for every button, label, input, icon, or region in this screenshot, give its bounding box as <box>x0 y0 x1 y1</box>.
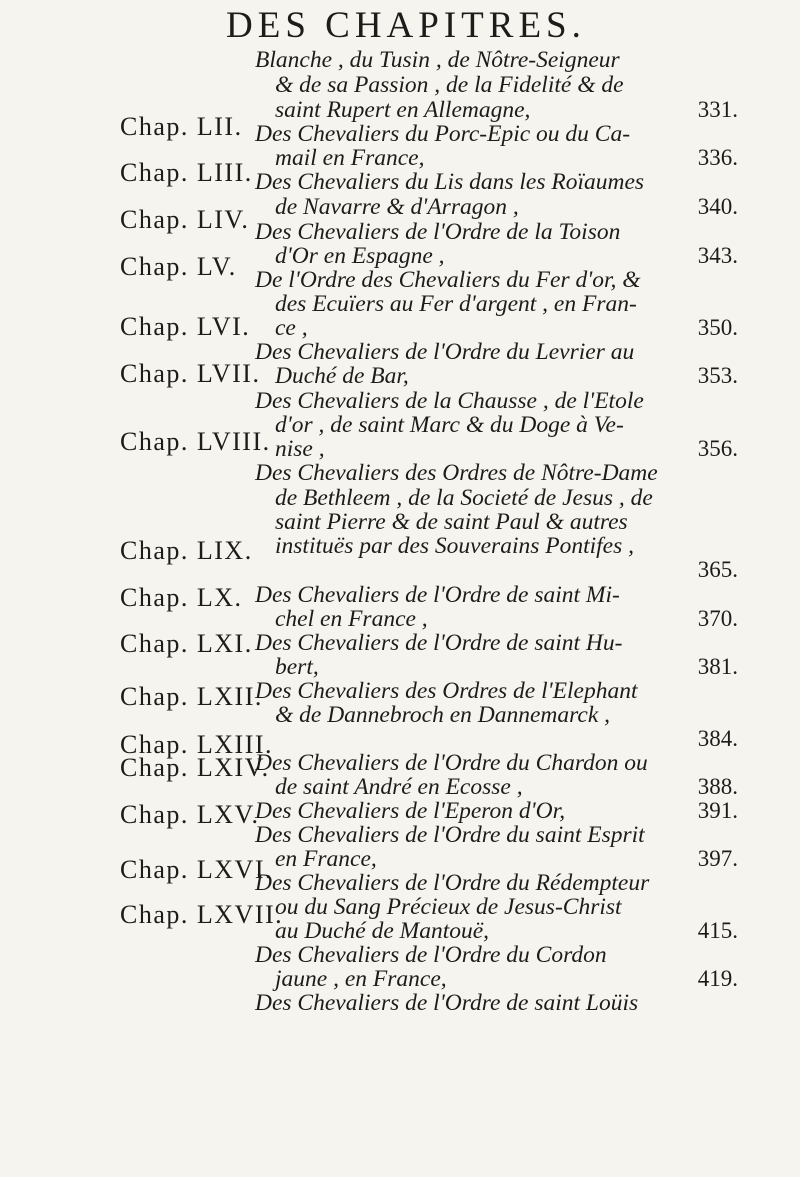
title-text: d'or , de saint Marc & du Doge à Ve- <box>275 412 624 438</box>
page-number: 340. <box>697 194 738 219</box>
title-text: Des Chevaliers de l'Ordre de la Toison <box>255 219 621 245</box>
page-number: 365. <box>697 557 738 582</box>
chapter-label: Chap. LVII. <box>120 359 261 388</box>
title-text: saint Pierre & de saint Paul & autres <box>275 509 628 535</box>
page-number: 350. <box>697 315 738 340</box>
title-text: jaune , en France, <box>275 966 447 992</box>
title-line <box>275 531 768 561</box>
chapter-label: Chap. LXIV. <box>120 753 270 782</box>
chapter-label: Chap. LIV. <box>120 205 250 234</box>
chapter-label: Chap. LXI. <box>120 629 253 658</box>
page-number: 388. <box>697 774 738 799</box>
title-text: des Ecuïers au Fer d'argent , en Fran- <box>275 291 637 317</box>
title-text: Des Chevaliers des Ordres de l'Elephant <box>255 678 638 704</box>
title-text: Blanche , du Tusin , de Nôtre-Seigneur <box>255 47 620 73</box>
title-text: Des Chevaliers de l'Eperon d'Or, <box>255 798 566 824</box>
chapter-label: Chap. LII. <box>120 112 243 141</box>
title-text: de Navarre & d'Arragon , <box>275 194 519 220</box>
title-text: bert, <box>275 654 319 680</box>
title-text: Des Chevaliers de l'Ordre du saint Esprit <box>255 822 645 848</box>
page-number: 384. <box>697 726 738 751</box>
page-number: 331. <box>697 97 738 122</box>
page-number: 391. <box>697 798 738 823</box>
running-head: DES CHAPITRES. <box>226 5 586 46</box>
chapter-label: Chap. LVI. <box>120 312 251 341</box>
page-number: 419. <box>697 966 738 991</box>
title-text: ce , <box>275 315 308 341</box>
page-number: 343. <box>697 243 738 268</box>
chapter-label: Chap. LXVII. <box>120 900 284 929</box>
title-text: saint Rupert en Allemagne, <box>275 97 531 123</box>
title-text: Des Chevaliers des Ordres de Nôtre-Dame <box>255 460 658 486</box>
page-number: 336. <box>697 145 738 170</box>
title-text: Des Chevaliers de la Chausse , de l'Etole <box>255 388 644 414</box>
page-number: 397. <box>697 846 738 871</box>
page-number: 415. <box>697 918 738 943</box>
title-line <box>255 988 768 1018</box>
page-number: 370. <box>697 606 738 631</box>
title-text: ou du Sang Précieux de Jesus-Christ <box>275 894 622 920</box>
title-text: Des Chevaliers de l'Ordre du Cordon <box>255 942 607 968</box>
title-text: instituës par des Souverains Pontifes , <box>275 533 635 559</box>
title-text: chel en France , <box>275 606 428 632</box>
chapter-label: Chap. LXV. <box>120 800 260 829</box>
chapter-label: Chap. LV. <box>120 252 237 281</box>
title-text: de Bethleem , de la Societé de Jesus , de <box>275 485 653 511</box>
chapter-label: Chap. LXII. <box>120 682 263 711</box>
chapter-label: Chap. LX. <box>120 583 243 612</box>
page-number: 356. <box>697 436 738 461</box>
title-text: Des Chevaliers de l'Ordre du Rédempteur <box>255 870 650 896</box>
title-text: & de sa Passion , de la Fidelité & de <box>275 72 624 98</box>
title-text: Des Chevaliers du Lis dans les Roïaumes <box>255 169 645 195</box>
title-text: & de Dannebroch en Dannemarck , <box>275 702 611 728</box>
chapter-label: Chap. LVIII. <box>120 427 271 456</box>
page-number: 353. <box>697 363 738 388</box>
title-text: d'Or en Espagne , <box>275 243 445 269</box>
title-text: Des Chevaliers de l'Ordre du Chardon ou <box>255 750 648 776</box>
page-number: 381. <box>697 654 738 679</box>
title-line <box>275 700 768 730</box>
title-text: Des Chevaliers de l'Ordre de saint Loüis <box>255 990 639 1016</box>
title-text: nise , <box>275 436 325 462</box>
title-text: en France, <box>275 846 377 872</box>
chapter-label: Chap. LXIII. <box>120 730 274 759</box>
title-text: au Duché de Mantouë, <box>275 918 490 944</box>
title-text: Des Chevaliers de l'Ordre de saint Hu- <box>255 630 623 656</box>
chapter-label: Chap. LXVI. <box>120 855 273 884</box>
title-text: mail en France, <box>275 145 425 171</box>
title-text: De l'Ordre des Chevaliers du Fer d'or, & <box>255 267 641 293</box>
title-text: Des Chevaliers de l'Ordre du Levrier au <box>255 339 635 365</box>
chapter-label: Chap. LIII. <box>120 158 253 187</box>
title-text: Des Chevaliers du Porc-Epic ou du Ca- <box>255 121 631 147</box>
title-text: de saint André en Ecosse , <box>275 774 523 800</box>
title-text: Duché de Bar, <box>275 363 409 389</box>
chapter-label: Chap. LIX. <box>120 536 253 565</box>
title-text: Des Chevaliers de l'Ordre de saint Mi- <box>255 582 620 608</box>
